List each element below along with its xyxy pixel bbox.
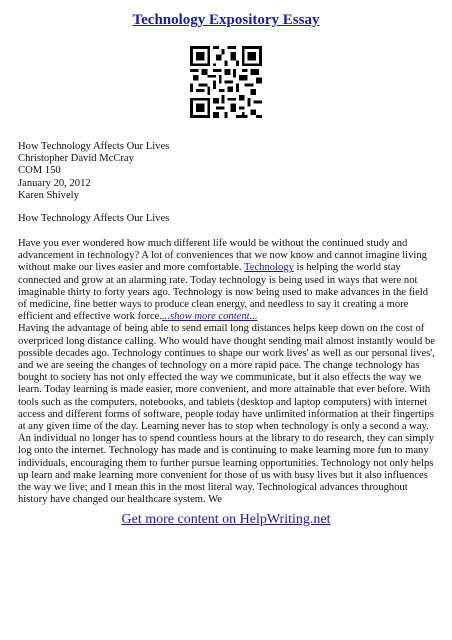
essay-body xyxy=(18,238,436,506)
essay-subtitle: How Technology Affects Our Lives xyxy=(18,213,170,224)
header-author: Christopher David McCray xyxy=(18,153,134,165)
paragraph-1-text-end: is helping the world stay connected and grow at an alarming rate. Today technology is being used in ways that were not imaginable thirty to forty years ago. Technology is now being used to make advances in the field of medicine, fine better ways to produce clean energy, and needless to say it creating a more efficient and effective work force. xyxy=(18,262,429,323)
paragraph-1-text-start: Have you ever wondered how much different life would be without the continued study and advancement in technology? A lot of conveniences that we now know and cannot imagine living without make our lives easier and more comfortable. xyxy=(18,238,427,274)
header-date: January 20, 2012 xyxy=(18,177,91,189)
qr-code xyxy=(190,46,262,118)
page-title[interactable]: Technology Expository Essay xyxy=(132,12,320,28)
paragraph-1 xyxy=(18,238,436,323)
paragraph-2: Having the advantage of being able to send email long distances helps keep down on the cost of overpriced long distance calling. Who would have thought sending mail almost instantly would be possible decades ago. Technology continues to shape our work lives' as well as our personal lives', and we are seeing the changes of technology on a more rapid pace. The change technology has bought to society has not only effected the way we communicate, but it also effects the way we learn. Today learning is made easier, more convenient, and more attainable that ever before. With tools such as the computers, notebooks, and tablets (desktop and laptop computers) with internet access and different forms of software, people today have unlimited information at their fingertips at any given time of the day. Learning never has to stop when technology is only a second a way. An individual no longer has to spend countless hours at the library to do research, they can simply log onto the internet. Technology has made and is continuing to make learning more fun to many individuals, encouraging them to further pursue learning opportunities. Technology not only helps up learn and make learning more convenient for those of us with busy lives but it also influences the way we live; and I mean this in the most literal way. Technological advances throughout history have changed our healthcare system. We xyxy=(18,323,435,506)
show-more-link[interactable]: ...show more content... xyxy=(162,311,258,323)
document-header xyxy=(18,141,169,202)
header-course: COM 150 xyxy=(18,165,61,177)
footer-link[interactable]: Get more content on HelpWriting.net xyxy=(121,512,331,527)
header-essay-title: How Technology Affects Our Lives xyxy=(18,141,170,152)
header-instructor: Karen Shively xyxy=(18,189,79,201)
technology-link[interactable]: Technology xyxy=(244,262,294,274)
